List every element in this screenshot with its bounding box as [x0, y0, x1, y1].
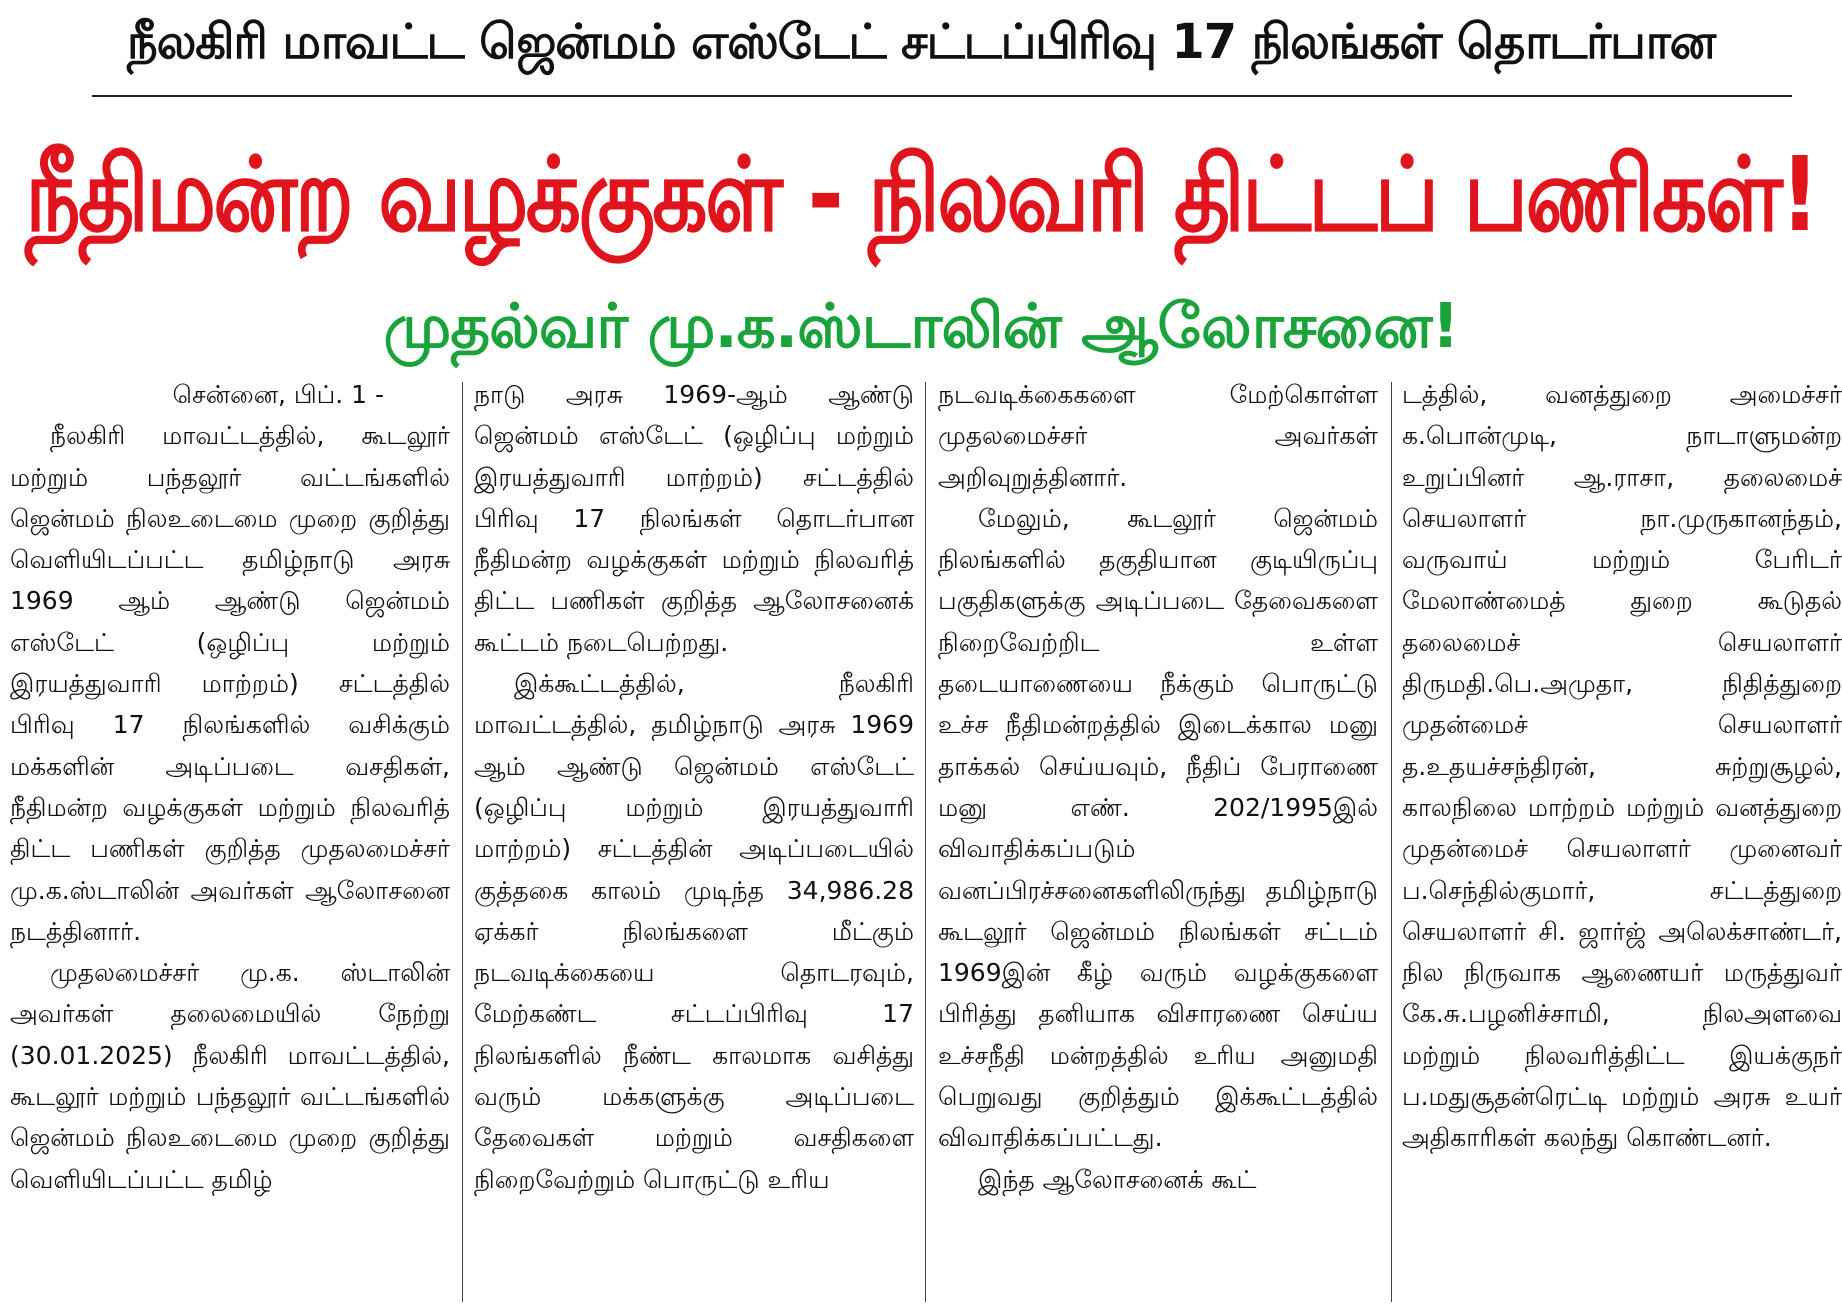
- article-kicker: நீலகிரி மாவட்ட ஜென்மம் எஸ்டேட் சட்டப்பிரிவு 17 நிலங்கள் தொடர்பான: [127, 15, 1715, 70]
- paragraph: இக்கூட்டத்தில், நீலகிரி மாவட்டத்தில், தமிழ்நாடு அரசு 1969 ஆம் ஆண்டு ஜென்மம் எஸ்டேட் (ஒழிப்பு மற்றும் இரயத்துவாரி மாற்றம்) சட்டத்தின் அடிப்படையில் குத்தகை காலம் முடிந்த 34,986.28 ஏக்கர் நிலங்களை மீட்கும் நடவடிக்கையை தொடரவும், மேற்கண்ட சட்டப்பிரிவு 17 நிலங்களில் நீண்ட காலமாக வசித்து வரும் மக்களுக்கு அடிப்படை தேவைகள் மற்றும் வசதிகளை நிறைவேற்றும் பொருட்டு உரிய: [474, 669, 914, 1194]
- kicker-underline: [92, 95, 1792, 97]
- body-column-4: [1402, 374, 1842, 1310]
- column-divider: [462, 382, 463, 1302]
- article-body: [0, 374, 1842, 1310]
- paragraph: நாடு அரசு 1969-ஆம் ஆண்டு ஜென்மம் எஸ்டேட் (ஒழிப்பு மற்றும் இரயத்துவாரி மாற்றம்) சட்டத்தில் பிரிவு 17 நிலங்கள் தொடர்பான நீதிமன்ற வழக்குகள் மற்றும் நிலவரித் திட்ட பணிகள் குறித்த ஆலோசனைக் கூட்டம் நடைபெற்றது.: [474, 380, 914, 657]
- dateline: சென்னை, பிப். 1 -: [172, 380, 385, 409]
- paragraph: நீலகிரி மாவட்டத்தில், கூடலூர் மற்றும் பந்தலூர் வட்டங்களில் ஜென்மம் நிலஉடைமை முறை குறித்து வெளியிடப்பட்ட தமிழ்நாடு அரசு 1969 ஆம் ஆண்டு ஜென்மம் எஸ்டேட் (ஒழிப்பு மற்றும் இரயத்துவாரி மாற்றம்) சட்டத்தில் பிரிவு 17 நிலங்களில் வசிக்கும் மக்களின் அடிப்படை வசதிகள், நீதிமன்ற வழக்குகள் மற்றும் நிலவரித் திட்ட பணிகள் குறித்த முதலமைச்சர் மு.க.ஸ்டாலின் அவர்கள் ஆலோசனை நடத்தினார்.: [10, 421, 450, 946]
- body-column-3: [938, 374, 1378, 1310]
- article-subhead: முதல்வர் மு.க.ஸ்டாலின் ஆலோசனை!: [383, 291, 1459, 362]
- paragraph: மேலும், கூடலூர் ஜென்மம் நிலங்களில் தகுதியான குடியிருப்பு பகுதிகளுக்கு அடிப்படை தேவைகளை நிறைவேற்றிட உள்ள தடையாணையை நீக்கும் பொருட்டு உச்ச நீதிமன்றத்தில் இடைக்கால மனு தாக்கல் செய்யவும், நீதிப் பேராணை மனு எண். 202/1995இல் விவாதிக்கப்படும் வனப்பிரச்சனைகளிலிருந்து தமிழ்நாடு கூடலூர் ஜென்மம் நிலங்கள் சட்டம் 1969இன் கீழ் வரும் வழக்குகளை பிரித்து தனியாக விசாரணை செய்ய உச்சநீதி மன்றத்தில் உரிய அனுமதி பெறுவது குறித்தும் இக்கூட்டத்தில் விவாதிக்கப்பட்டது.: [938, 503, 1378, 1153]
- column-divider: [925, 382, 926, 1302]
- paragraph: முதலமைச்சர் மு.க. ஸ்டாலின் அவர்கள் தலைமையில் நேற்று (30.01.2025) நீலகிரி மாவட்டத்தில், கூடலூர் மற்றும் பந்தலூர் வட்டங்களில் ஜென்மம் நிலஉடைமை முறை குறித்து வெளியிடப்பட்ட தமிழ்: [10, 958, 450, 1194]
- paragraph: இந்த ஆலோசனைக் கூட்: [978, 1164, 1257, 1194]
- paragraph: நடவடிக்கைகளை மேற்கொள்ள முதலமைச்சர் அவர்கள் அறிவுறுத்தினார்.: [938, 380, 1378, 492]
- article-headline: நீதிமன்ற வழக்குகள் - நிலவரி திட்டப் பணிகள்!: [25, 134, 1817, 255]
- body-column-2: [474, 374, 914, 1310]
- body-column-1: [10, 374, 450, 1310]
- column-divider: [1391, 382, 1392, 1302]
- paragraph: டத்தில், வனத்துறை அமைச்சர் க.பொன்முடி, நாடாளுமன்ற உறுப்பினர் ஆ.ராசா, தலைமைச் செயலாளர் நா.முருகானந்தம், வருவாய் மற்றும் பேரிடர் மேலாண்மைத் துறை கூடுதல் தலைமைச் செயலாளர் திருமதி.பெ.அமுதா, நிதித்துறை முதன்மைச் செயலாளர் த.உதயச்சந்திரன், சுற்றுசூழல், காலநிலை மாற்றம் மற்றும் வனத்துறை முதன்மைச் செயலாளர் முனைவர் ப.செந்தில்குமார், சட்டத்துறை செயலாளர் சி. ஜார்ஜ் அலெக்சாண்டர், நில நிருவாக ஆணையர் மருத்துவர் கே.சு.பழனிச்சாமி, நிலஅளவை மற்றும் நிலவரித்திட்ட இயக்குநர் ப.மதுசூதன்ரெட்டி மற்றும் அரசு உயர் அதிகாரிகள் கலந்து கொண்டனர்.: [1402, 380, 1842, 1153]
